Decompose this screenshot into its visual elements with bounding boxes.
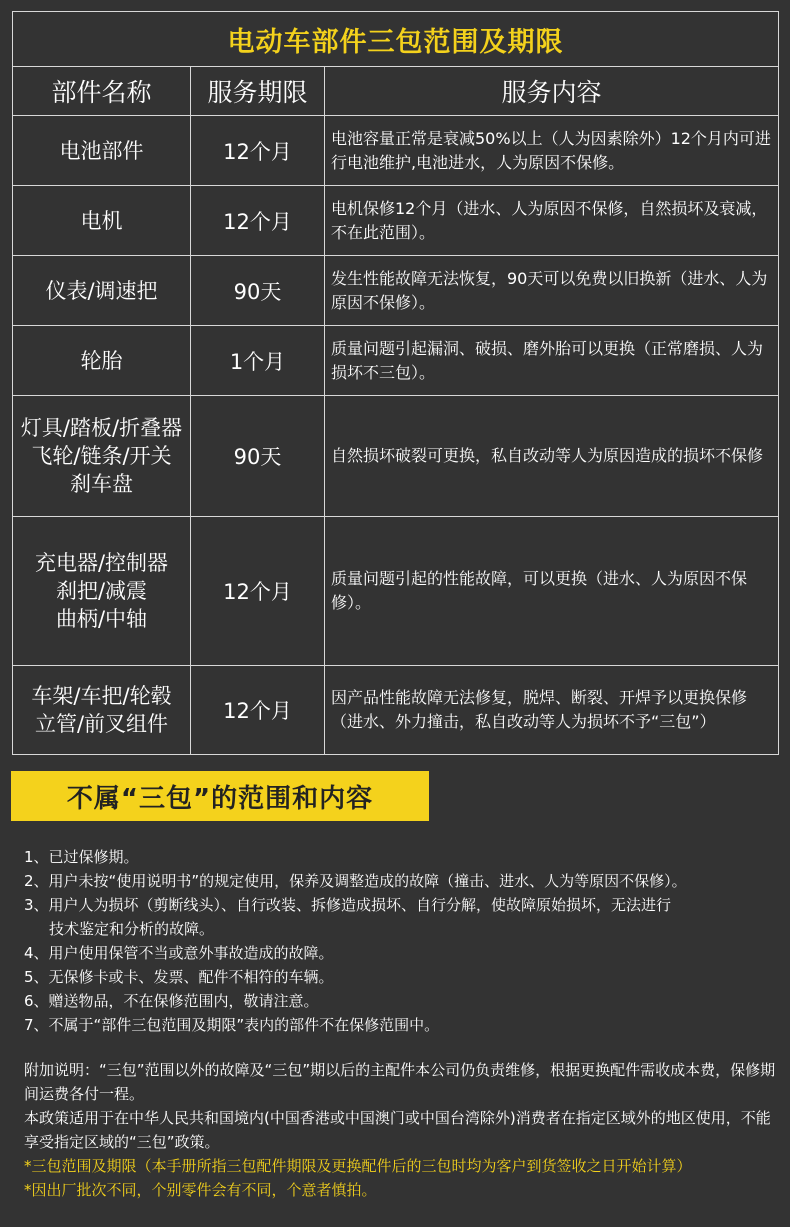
note-paragraph: 本政策适用于在中华人民共和国境内(中国香港或中国澳门或中国台湾除外)消费者在指定区域外的地区使用，不能享受指定区域的“三包”政策。 xyxy=(24,1109,771,1151)
list-item: 6、赠送物品，不在保修范围内，敬请注意。 xyxy=(24,992,319,1010)
header-service-period: 服务期限 xyxy=(191,67,325,116)
service-period: 12个月 xyxy=(191,517,325,666)
part-name-line: 充电器/控制器 xyxy=(34,551,169,575)
table-row xyxy=(13,517,779,666)
part-name-line: 刹把/减震 xyxy=(55,579,148,603)
part-name-line: 车架/车把/轮毂 xyxy=(31,684,172,708)
table-title: 电动车部件三包范围及期限 xyxy=(13,12,779,67)
service-content: 因产品性能故障无法修复，脱焊、断裂、开焊予以更换保修（进水、外力撞击，私自改动等人为损坏不予“三包”） xyxy=(325,666,779,755)
table-row xyxy=(13,326,779,396)
service-period: 12个月 xyxy=(191,666,325,755)
part-name-cell xyxy=(13,396,191,517)
part-name-cell xyxy=(13,326,191,396)
part-name-cell xyxy=(13,666,191,755)
list-item: 7、不属于“部件三包范围及期限”表内的部件不在保修范围中。 xyxy=(24,1016,440,1034)
service-content: 发生性能故障无法恢复，90天可以免费以旧换新（进水、人为原因不保修）。 xyxy=(325,256,779,326)
part-name-line: 刹车盘 xyxy=(70,472,133,496)
highlight-note: *因出厂批次不同，个别零件会有不同，个意者慎拍。 xyxy=(24,1181,377,1199)
part-name-line: 曲柄/中轴 xyxy=(55,607,148,631)
service-content: 质量问题引起的性能故障，可以更换（进水、人为原因不保修）。 xyxy=(325,517,779,666)
service-period: 90天 xyxy=(191,256,325,326)
list-item: 3、用户人为损坏（剪断线头）、自行改装、拆修造成损坏、自行分解，使故障原始损坏，无法进行 xyxy=(24,896,672,914)
service-period: 90天 xyxy=(191,396,325,517)
list-item: 1、已过保修期。 xyxy=(24,848,139,866)
service-content: 电池容量正常是衰减50%以上（人为因素除外）12个月内可进行电池维护,电池进水，人为原因不保修。 xyxy=(325,116,779,186)
part-name-cell xyxy=(13,517,191,666)
part-name: 仪表/调速把 xyxy=(45,278,158,303)
list-item: 5、无保修卡或卡、发票、配件不相符的车辆。 xyxy=(24,968,334,986)
table-row xyxy=(13,116,779,186)
table-row xyxy=(13,186,779,256)
part-name-cell xyxy=(13,256,191,326)
part-name-line: 灯具/踏板/折叠器 xyxy=(20,416,183,440)
service-period: 12个月 xyxy=(191,186,325,256)
part-name: 电池部件 xyxy=(59,138,144,163)
exclusions-list xyxy=(24,845,784,1037)
part-name: 电机 xyxy=(80,208,123,233)
service-period: 12个月 xyxy=(191,116,325,186)
highlight-note: *三包范围及期限（本手册所指三包配件期限及更换配件后的三包时均为客户到货签收之日开始计算） xyxy=(24,1157,692,1175)
header-part-name: 部件名称 xyxy=(13,67,191,116)
list-item: 4、用户使用保管不当或意外事故造成的故障。 xyxy=(24,944,334,962)
part-name: 轮胎 xyxy=(80,348,123,373)
list-item-continuation: 技术鉴定和分析的故障。 xyxy=(49,920,215,938)
table-row xyxy=(13,666,779,755)
service-content: 电机保修12个月（进水、人为原因不保修，自然损坏及衰减，不在此范围）。 xyxy=(325,186,779,256)
part-name-line: 飞轮/链条/开关 xyxy=(31,444,172,468)
note-paragraph: 附加说明：“三包”范围以外的故障及“三包”期以后的主配件本公司仍负责维修，根据更换配件需收成本费，保修期间运费各付一程。 xyxy=(24,1061,776,1103)
additional-notes xyxy=(24,1058,784,1202)
table-row xyxy=(13,256,779,326)
header-service-content: 服务内容 xyxy=(325,67,779,116)
part-name-cell xyxy=(13,186,191,256)
table-row xyxy=(13,396,779,517)
part-name-cell xyxy=(13,116,191,186)
service-content: 自然损坏破裂可更换，私自改动等人为原因造成的损坏不保修 xyxy=(325,396,779,517)
warranty-table xyxy=(12,11,779,755)
list-item: 2、用户未按“使用说明书”的规定使用，保养及调整造成的故障（撞击、进水、人为等原因不保修）。 xyxy=(24,872,687,890)
service-content: 质量问题引起漏洞、破损、磨外胎可以更换（正常磨损、人为损坏不三包）。 xyxy=(325,326,779,396)
service-period: 1个月 xyxy=(191,326,325,396)
exclusions-banner: 不属“三包”的范围和内容 xyxy=(11,771,429,821)
part-name-line: 立管/前叉组件 xyxy=(34,712,169,736)
